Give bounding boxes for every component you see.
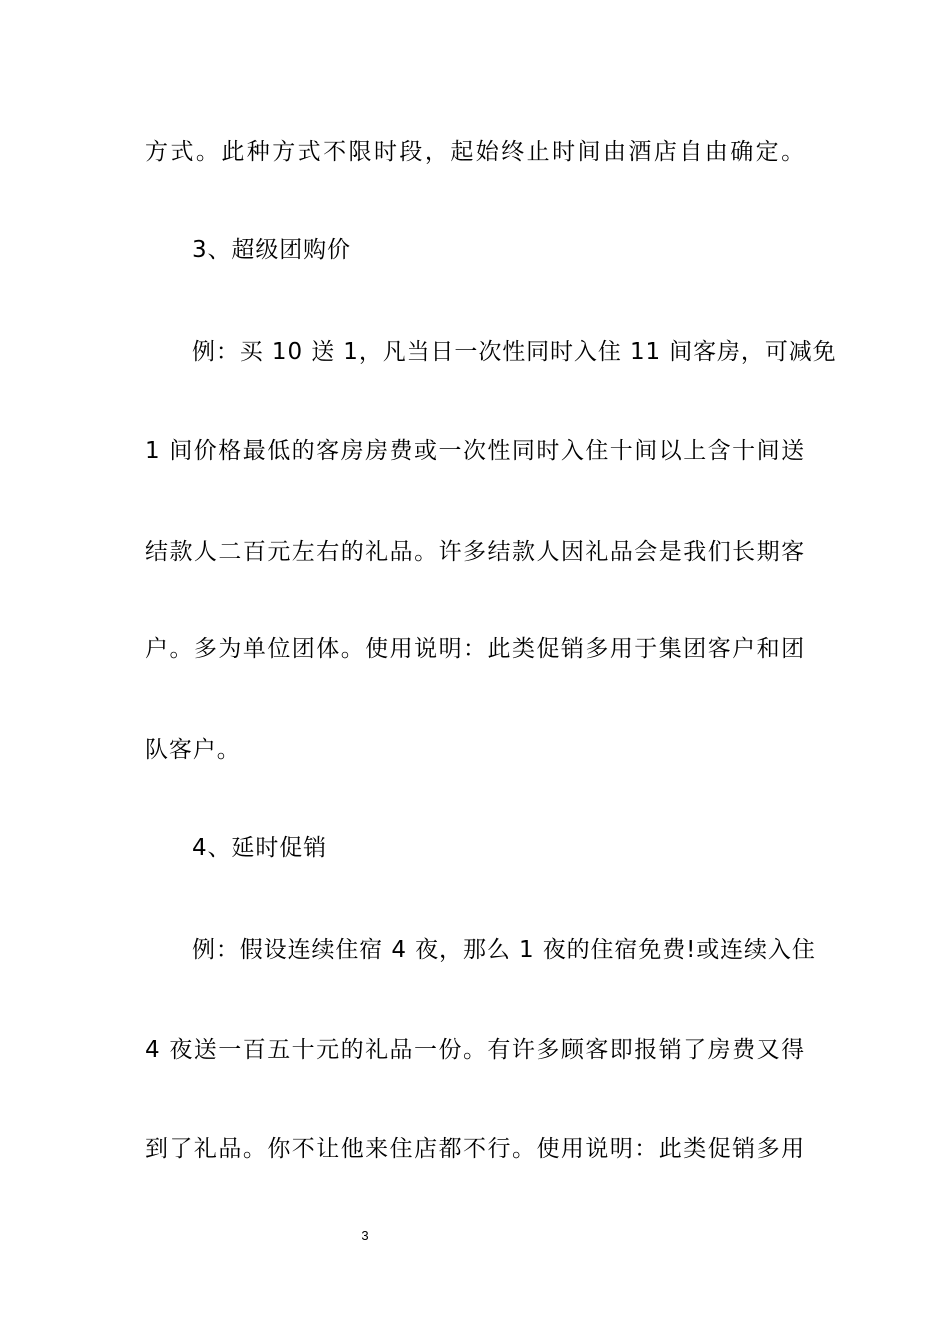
paragraph-line: 队客户。 xyxy=(145,737,241,763)
section-heading: 3、超级团购价 xyxy=(192,237,351,263)
paragraph-line: 1 间价格最低的客房房费或一次性同时入住十间以上含十间送 xyxy=(145,438,805,464)
paragraph-line: 例：假设连续住宿 4 夜，那么 1 夜的住宿免费!或连续入住 xyxy=(192,937,816,963)
paragraph-line: 4 夜送一百五十元的礼品一份。有许多顾客即报销了房费又得 xyxy=(145,1037,805,1063)
paragraph-line: 方式。此种方式不限时段，起始终止时间由酒店自由确定。 xyxy=(145,139,805,165)
paragraph-line: 结款人二百元左右的礼品。许多结款人因礼品会是我们长期客 xyxy=(145,539,805,565)
section-heading: 4、延时促销 xyxy=(192,835,328,861)
paragraph-line: 户。多为单位团体。使用说明：此类促销多用于集团客户和团 xyxy=(145,636,805,662)
page-number: 3 xyxy=(361,1228,369,1243)
paragraph-line: 例：买 10 送 1，凡当日一次性同时入住 11 间客房，可减免 xyxy=(192,339,837,365)
paragraph-line: 到了礼品。你不让他来住店都不行。使用说明：此类促销多用 xyxy=(145,1136,805,1162)
